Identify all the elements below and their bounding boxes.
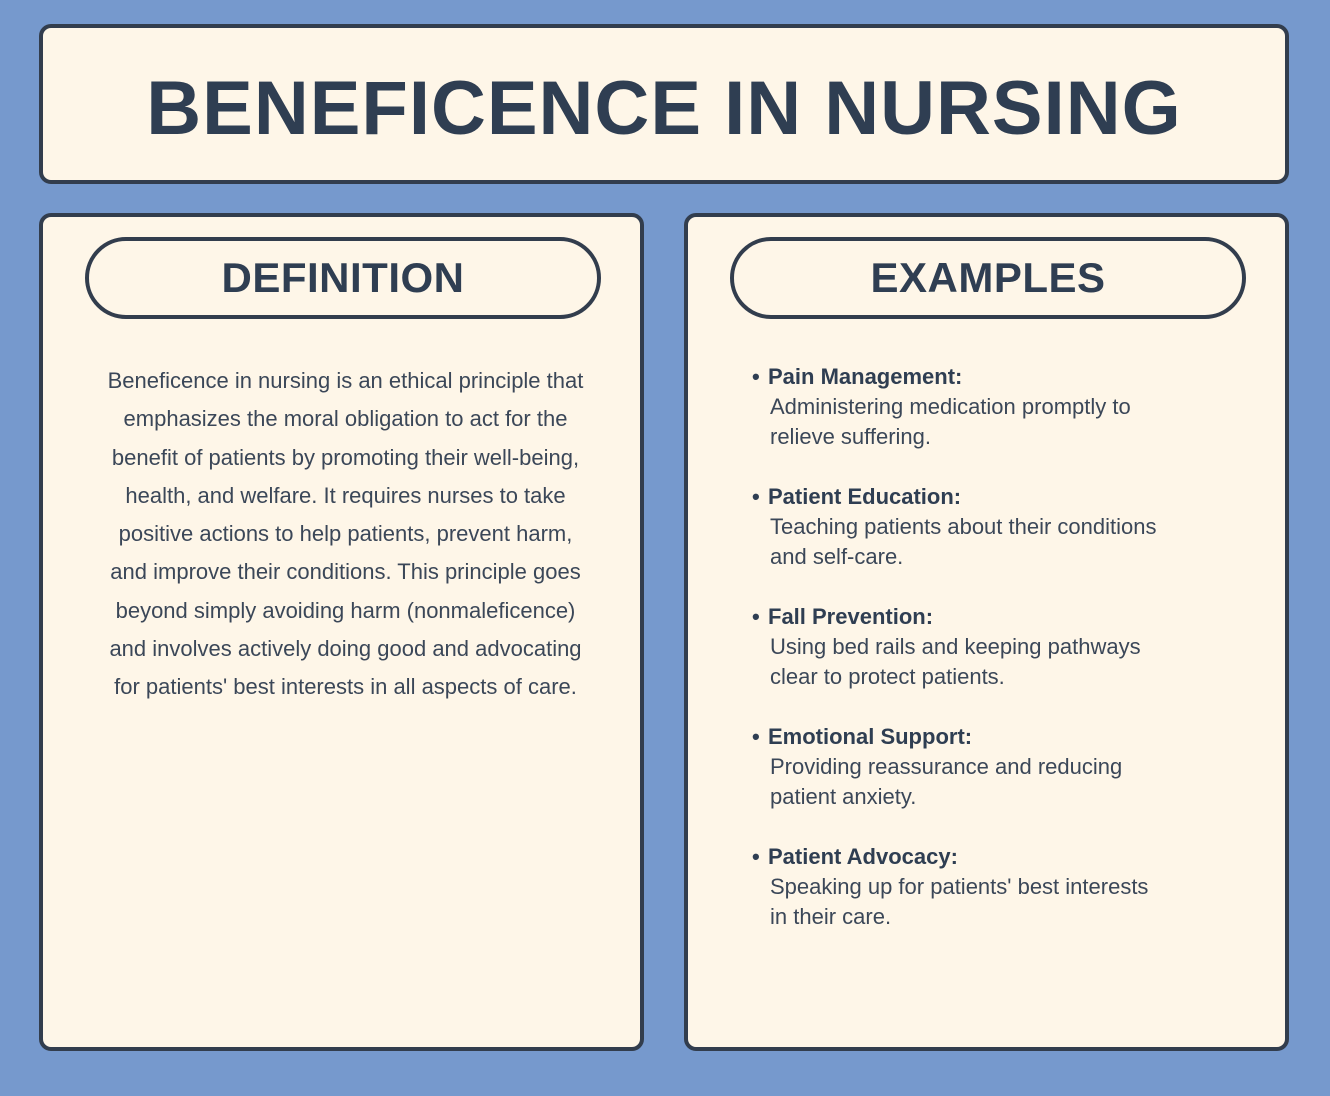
examples-list [752, 362, 1222, 962]
bullet-icon: • [752, 484, 760, 509]
example-title-text: Pain Management: [768, 364, 963, 389]
example-title [752, 362, 1222, 392]
example-title [752, 722, 1222, 752]
example-description: Speaking up for patients' best interests in their care. [770, 874, 1149, 929]
list-item [752, 842, 1222, 932]
definition-heading: DEFINITION [85, 237, 601, 319]
example-title-text: Patient Advocacy: [768, 844, 958, 869]
list-item [752, 482, 1222, 572]
bullet-icon: • [752, 364, 760, 389]
example-title-text: Patient Education: [768, 484, 962, 509]
list-item [752, 602, 1222, 692]
example-title-text: Emotional Support: [768, 724, 973, 749]
title-panel [39, 24, 1289, 184]
examples-heading: EXAMPLES [730, 237, 1246, 319]
definition-panel [39, 213, 644, 1051]
example-description: Using bed rails and keeping pathways clear to protect patients. [770, 634, 1141, 689]
definition-text: Beneficence in nursing is an ethical principle that emphasizes the moral obligation to act for the benefit of patients by promoting their well-being, health, and welfare. It requires nurses to take positive actions to help patients, prevent harm, and improve their conditions. This principle goes beyond simply avoiding harm (nonmaleficence) and involves actively doing good and advocating for patients' best interests in all aspects of care. [107, 368, 584, 700]
list-item [752, 362, 1222, 452]
example-title [752, 602, 1222, 632]
list-item [752, 722, 1222, 812]
bullet-icon: • [752, 844, 760, 869]
bullet-icon: • [752, 724, 760, 749]
bullet-icon: • [752, 604, 760, 629]
example-description: Administering medication promptly to relieve suffering. [770, 394, 1131, 449]
page-title: BENEFICENCE IN NURSING [146, 66, 1182, 151]
example-description: Teaching patients about their conditions and self-care. [770, 514, 1157, 569]
example-title-text: Fall Prevention: [768, 604, 934, 629]
examples-panel [684, 213, 1289, 1051]
example-title [752, 842, 1222, 872]
example-title [752, 482, 1222, 512]
example-description: Providing reassurance and reducing patient anxiety. [770, 754, 1123, 809]
